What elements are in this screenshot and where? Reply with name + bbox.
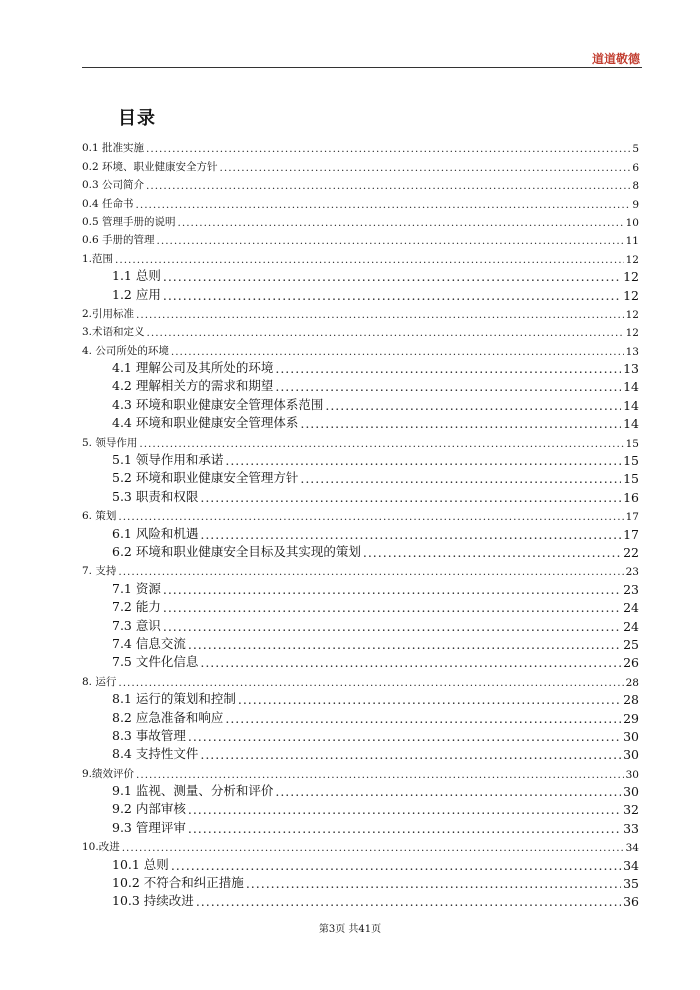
toc-leader-dots: [157, 235, 624, 247]
toc-entry-label: 0.6 手册的管理: [82, 234, 155, 247]
toc-entry-label: 4.4 环境和职业健康安全管理体系: [112, 415, 299, 431]
toc-entry-label: 7.5 文件化信息: [112, 654, 199, 670]
toc-entry[interactable]: [82, 873, 639, 891]
toc-entry-page: 14: [623, 397, 639, 413]
toc-leader-dots: [300, 416, 621, 431]
toc-entry-label: 0.5 管理手册的说明: [82, 215, 176, 228]
toc-entry-label: 8.2 应急准备和响应: [112, 709, 224, 725]
toc-entry-page: 26: [623, 655, 639, 671]
toc-leader-dots: [275, 361, 621, 376]
toc-leader-dots: [325, 398, 621, 413]
toc-entry-page: 34: [623, 857, 639, 873]
toc-entry-page: 28: [625, 676, 639, 689]
toc-entry-page: 17: [625, 511, 639, 524]
toc-entry-label: 9.绩效评价: [82, 767, 135, 780]
toc-leader-dots: [122, 842, 624, 854]
toc-entry-label: 8.1 运行的策划和控制: [112, 691, 236, 707]
toc-entry[interactable]: [82, 578, 639, 596]
toc-leader-dots: [147, 327, 624, 339]
toc-entry-label: 9.1 监视、测量、分析和评价: [112, 783, 274, 799]
toc-leader-dots: [225, 453, 621, 468]
toc-entry-label: 8. 运行: [82, 675, 117, 688]
toc-entry[interactable]: [82, 303, 639, 321]
toc-entry[interactable]: [82, 358, 639, 376]
toc-entry-page: 15: [623, 471, 639, 487]
toc-entry-page: 17: [623, 526, 639, 542]
toc-leader-dots: [188, 821, 621, 836]
toc-entry-label: 1.范围: [82, 252, 114, 265]
toc-leader-dots: [136, 199, 631, 211]
toc-leader-dots: [171, 346, 624, 358]
toc-leader-dots: [163, 619, 621, 634]
toc-entry-label: 9.3 管理评审: [112, 819, 186, 835]
toc-entry-page: 30: [623, 728, 639, 744]
toc-entry-page: 5: [632, 143, 639, 156]
toc-entry[interactable]: [82, 817, 639, 835]
toc-entry-label: 9.2 内部审核: [112, 801, 186, 817]
toc-entry[interactable]: [82, 413, 639, 431]
toc-entry-label: 10.2 不符合和纠正措施: [112, 875, 244, 891]
toc-entry[interactable]: [82, 836, 639, 854]
toc-entry[interactable]: [82, 744, 639, 762]
toc-entry-page: 28: [623, 692, 639, 708]
toc-leader-dots: [178, 217, 624, 229]
toc-leader-dots: [188, 802, 621, 817]
toc-entry-page: 13: [625, 345, 639, 358]
toc-entry[interactable]: [82, 431, 639, 449]
toc-entry-label: 5.2 环境和职业健康安全管理方针: [112, 470, 299, 486]
toc-leader-dots: [163, 269, 621, 284]
toc-leader-dots: [118, 511, 623, 523]
toc-entry-page: 30: [623, 784, 639, 800]
toc-leader-dots: [200, 527, 621, 542]
toc-entry[interactable]: [82, 376, 639, 394]
toc-entry[interactable]: [82, 155, 639, 173]
toc-entry-page: 6: [632, 161, 639, 174]
toc-leader-dots: [188, 729, 621, 744]
toc-entry[interactable]: [82, 486, 639, 504]
toc-entry-label: 6. 策划: [82, 510, 117, 523]
toc-leader-dots: [115, 254, 624, 266]
toc-entry-label: 7.1 资源: [112, 580, 161, 596]
toc-entry-label: 0.3 公司简介: [82, 179, 145, 192]
toc-entry-page: 30: [625, 768, 639, 781]
toc-leader-dots: [246, 876, 621, 891]
toc-leader-dots: [146, 143, 630, 155]
toc-entry[interactable]: [82, 615, 639, 633]
toc-entry[interactable]: [82, 211, 639, 229]
toc-entry-label: 8.4 支持性文件: [112, 746, 199, 762]
toc-entry-page: 14: [623, 379, 639, 395]
toc-entry-page: 12: [623, 287, 639, 303]
toc-entry[interactable]: [82, 247, 639, 265]
toc-entry[interactable]: [82, 799, 639, 817]
toc-leader-dots: [220, 162, 631, 174]
toc-entry-page: 15: [625, 437, 639, 450]
toc-entry[interactable]: [82, 891, 639, 909]
toc-entry-page: 12: [625, 327, 639, 340]
header-divider: [82, 67, 642, 68]
toc-leader-dots: [225, 711, 621, 726]
toc-entry-label: 6.1 风险和机遇: [112, 525, 199, 541]
toc-leader-dots: [275, 379, 621, 394]
toc-entry-label: 4. 公司所处的环境: [82, 344, 169, 357]
toc-leader-dots: [300, 471, 621, 486]
toc-title: 目录: [118, 108, 156, 129]
toc-leader-dots: [200, 655, 621, 670]
toc-entry-label: 6.2 环境和职业健康安全目标及其实现的策划: [112, 543, 361, 559]
toc-entry-label: 10.3 持续改进: [112, 893, 194, 909]
toc-entry-label: 0.1 批准实施: [82, 142, 145, 155]
toc-entry-page: 30: [623, 747, 639, 763]
toc-entry[interactable]: [82, 707, 639, 725]
toc-leader-dots: [136, 309, 624, 321]
toc-entry-page: 13: [623, 361, 639, 377]
toc-leader-dots: [363, 545, 621, 560]
toc-entry-label: 5.3 职责和权限: [112, 488, 199, 504]
table-of-contents: [82, 137, 639, 909]
toc-entry[interactable]: [82, 652, 639, 670]
toc-entry-label: 4.2 理解相关方的需求和期望: [112, 378, 274, 394]
toc-entry-label: 10.1 总则: [112, 856, 169, 872]
toc-entry[interactable]: [82, 597, 639, 615]
toc-entry-page: 23: [625, 566, 639, 579]
toc-entry-page: 11: [625, 235, 639, 248]
toc-leader-dots: [171, 858, 621, 873]
toc-leader-dots: [118, 677, 623, 689]
toc-entry-label: 2.引用标准: [82, 307, 135, 320]
toc-entry[interactable]: [82, 394, 639, 412]
toc-entry-page: 23: [623, 581, 639, 597]
toc-leader-dots: [136, 769, 624, 781]
toc-leader-dots: [139, 438, 623, 450]
toc-entry-page: 16: [623, 489, 639, 505]
toc-entry-label: 7. 支持: [82, 565, 117, 578]
toc-entry-page: 24: [623, 618, 639, 634]
toc-entry-label: 4.1 理解公司及其所处的环境: [112, 360, 274, 376]
toc-leader-dots: [118, 566, 623, 578]
toc-entry-page: 10: [625, 216, 639, 229]
toc-entry[interactable]: [82, 450, 639, 468]
toc-entry[interactable]: [82, 689, 639, 707]
toc-entry-label: 3.术语和定义: [82, 326, 145, 339]
toc-leader-dots: [163, 582, 621, 597]
toc-entry-label: 5.1 领导作用和承诺: [112, 452, 224, 468]
toc-leader-dots: [163, 288, 621, 303]
toc-entry-page: 12: [625, 253, 639, 266]
toc-entry-page: 24: [623, 600, 639, 616]
header-brand: 道道敬德: [591, 52, 640, 66]
toc-entry-label: 0.4 任命书: [82, 197, 134, 210]
toc-entry-page: 36: [623, 894, 639, 910]
toc-entry[interactable]: [82, 468, 639, 486]
toc-entry[interactable]: [82, 137, 639, 155]
toc-leader-dots: [200, 490, 621, 505]
toc-leader-dots: [163, 600, 621, 615]
toc-entry-page: 22: [623, 544, 639, 560]
toc-entry[interactable]: [82, 762, 639, 780]
toc-entry-page: 14: [623, 416, 639, 432]
toc-entry[interactable]: [82, 542, 639, 560]
toc-entry[interactable]: [82, 634, 639, 652]
toc-entry[interactable]: [82, 560, 639, 578]
toc-leader-dots: [238, 692, 621, 707]
toc-entry-page: 9: [632, 198, 639, 211]
toc-leader-dots: [188, 637, 621, 652]
toc-entry[interactable]: [82, 321, 639, 339]
toc-entry-page: 25: [623, 636, 639, 652]
toc-leader-dots: [200, 747, 621, 762]
toc-entry-page: 15: [623, 453, 639, 469]
toc-entry-label: 5. 领导作用: [82, 436, 138, 449]
toc-entry-page: 12: [625, 308, 639, 321]
toc-entry[interactable]: [82, 523, 639, 541]
toc-leader-dots: [196, 894, 621, 909]
toc-entry[interactable]: [82, 284, 639, 302]
page-footer: 第3页 共41页: [318, 924, 382, 935]
toc-entry-page: 32: [623, 802, 639, 818]
toc-entry[interactable]: [82, 854, 639, 872]
toc-entry-label: 7.2 能力: [112, 599, 161, 615]
toc-leader-dots: [146, 180, 630, 192]
toc-entry-label: 7.3 意识: [112, 617, 161, 633]
toc-entry[interactable]: [82, 670, 639, 688]
toc-entry[interactable]: [82, 192, 639, 210]
toc-entry-label: 1.1 总则: [112, 268, 161, 284]
toc-entry-page: 8: [632, 180, 639, 193]
toc-entry-label: 4.3 环境和职业健康安全管理体系范围: [112, 396, 324, 412]
toc-entry-label: 10.改进: [82, 841, 120, 854]
toc-entry-page: 12: [623, 269, 639, 285]
toc-entry[interactable]: [82, 781, 639, 799]
toc-entry[interactable]: [82, 174, 639, 192]
toc-entry-label: 1.2 应用: [112, 286, 161, 302]
toc-entry-page: 29: [623, 710, 639, 726]
toc-entry[interactable]: [82, 229, 639, 247]
toc-entry[interactable]: [82, 726, 639, 744]
toc-leader-dots: [275, 784, 621, 799]
toc-entry[interactable]: [82, 505, 639, 523]
toc-entry-page: 34: [625, 842, 639, 855]
toc-entry-label: 7.4 信息交流: [112, 635, 186, 651]
toc-entry-page: 33: [623, 820, 639, 836]
toc-entry[interactable]: [82, 339, 639, 357]
toc-entry-label: 8.3 事故管理: [112, 727, 186, 743]
toc-entry-page: 35: [623, 876, 639, 892]
toc-entry-label: 0.2 环境、职业健康安全方针: [82, 160, 218, 173]
toc-entry[interactable]: [82, 266, 639, 284]
